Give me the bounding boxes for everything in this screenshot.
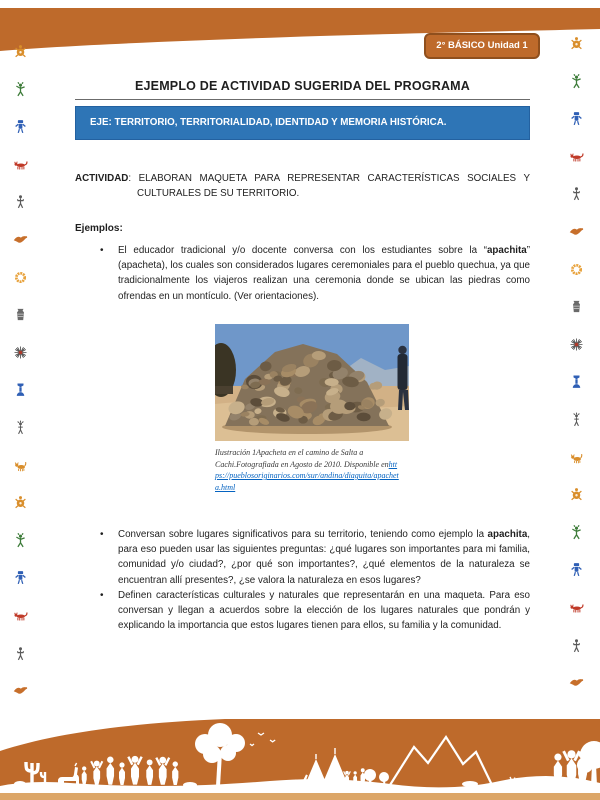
starburst-icon (569, 337, 584, 352)
vessel-icon (13, 307, 28, 322)
condor-icon (13, 232, 28, 247)
person-icon (569, 186, 584, 201)
unit-badge: 2° BÁSICO Unidad 1 (424, 33, 540, 59)
page-title: EJEMPLO DE ACTIVIDAD SUGERIDA DEL PROGRAMA (134, 79, 471, 93)
starburst-icon (13, 345, 28, 360)
sun-turtle-icon (569, 36, 584, 51)
fox-icon (13, 608, 28, 623)
fox-icon (569, 600, 584, 615)
sun-turtle-icon (13, 495, 28, 510)
idol2-icon (13, 382, 28, 397)
cat-icon (13, 458, 28, 473)
condor-icon (13, 683, 28, 698)
chief-icon (13, 420, 28, 435)
ring-icon (569, 262, 584, 277)
right-icon-strip (569, 0, 585, 800)
activity-paragraph: ACTIVIDAD: ELABORAN MAQUETA PARA REPRESENTAR CARACTERÍSTICAS SOCIALES Y CULTURALES DE SU TERRITORIO. (75, 172, 530, 199)
dancer-icon (569, 525, 584, 540)
vessel-icon (569, 299, 584, 314)
eje-banner (75, 106, 530, 140)
ring-icon (13, 270, 28, 285)
chief-icon (569, 412, 584, 427)
activity-label: ACTIVIDAD (75, 172, 129, 184)
idol-icon (13, 570, 28, 585)
idol2-icon (569, 374, 584, 389)
example-bullet-1: • El educador tradicional y/o docente conversa con los estudiantes sobre la “apachita” (apacheta), los cuales son considerados lugares ceremoniales para el pueblo quechua, ya que tradicionalmente los viajeros realizan una ceremonia donde se ubican las piedras como ofrendas en un montículo. (Ver orientaciones). (118, 243, 530, 304)
apacheta-photo (215, 324, 409, 441)
cat-icon (569, 450, 584, 465)
person-icon (13, 194, 28, 209)
left-icon-strip (13, 0, 29, 800)
dancer-icon (13, 533, 28, 548)
idol-icon (13, 119, 28, 134)
person-icon (13, 646, 28, 661)
eje-label: EJE: TERRITORIO, TERRITORIALIDAD, IDENTIDAD Y MEMORIA HISTÓRICA. (90, 117, 447, 128)
dancer-icon (13, 82, 28, 97)
example-bullet-3: • Definen características culturales y naturales que representarán en una maqueta. Para eso conversan y llegan a acuerdos sobre la elección de los lugares naturales que pondrán y explicando la importancia que estos lugares tienen para ellos, su familia y la comunidad. (118, 588, 530, 634)
idol-icon (569, 562, 584, 577)
fox-icon (569, 149, 584, 164)
header-divider (75, 99, 530, 100)
examples-heading: Ejemplos: (75, 223, 123, 234)
activity-text: ELABORAN MAQUETA PARA REPRESENTAR CARACTERÍSTICAS SOCIALES Y CULTURALES DE SU TERRITORIO. (137, 172, 530, 199)
dancer-icon (569, 74, 584, 89)
example-bullet-2: • Conversan sobre lugares significativos para su territorio, teniendo como ejemplo la apachita, para eso pueden usar las siguientes preguntas: ¿qué lugares son importantes para mi familia, comunidad y/o ciudad?, ¿por qué son importantes?, ¿qué elementos de la naturaleza se encuentran allí presentes?, ¿se valora la naturaleza en esos lugares? (118, 527, 530, 588)
sun-turtle-icon (13, 44, 28, 59)
idol-icon (569, 111, 584, 126)
photo-caption: Ilustración 1Apacheta en el camino de Salta a Cachi.Fotografiada en Agosto de 2010. Disponible enhttps://pueblosoriginarios.com/sur/andina/diaguita/apacheta.html (215, 448, 399, 492)
person-icon (569, 638, 584, 653)
condor-icon (569, 224, 584, 239)
footer-landscape-silhouette (0, 715, 600, 800)
sun-turtle-icon (569, 487, 584, 502)
fox-icon (13, 157, 28, 172)
caption-link[interactable]: https://pueblosoriginarios.com/sur/andina/diaguita/apacheta.html (215, 459, 399, 492)
condor-icon (569, 675, 584, 690)
